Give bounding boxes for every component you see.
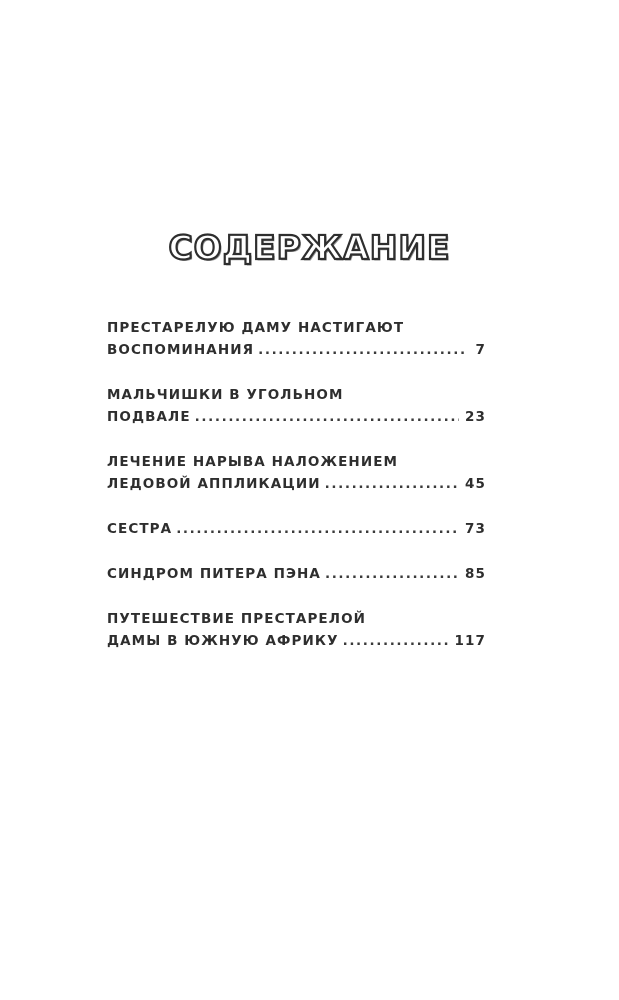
toc-entry-title: ЛЕДОВОЙ АППЛИКАЦИИ: [107, 476, 321, 492]
toc-entry-last-line: [107, 563, 486, 585]
toc-page-number: 7: [475, 342, 486, 358]
dot-leader: [343, 630, 449, 652]
dot-leader: [325, 563, 459, 585]
toc-entry-title-line: [107, 384, 486, 406]
toc-entry: [107, 608, 486, 652]
toc-entry-title-line: [107, 317, 486, 339]
toc-entry-title: МАЛЬЧИШКИ В УГОЛЬНОМ: [107, 387, 344, 403]
dot-leader: [176, 518, 459, 540]
toc-entry-title: СИНДРОМ ПИТЕРА ПЭНА: [107, 566, 321, 582]
toc-page-number: 117: [454, 633, 486, 649]
toc-entry-last-line: [107, 406, 486, 428]
dot-leader: [258, 339, 466, 361]
toc-page-number: 73: [465, 521, 486, 537]
toc-entry-title: ЛЕЧЕНИЕ НАРЫВА НАЛОЖЕНИЕМ: [107, 454, 399, 470]
toc-entry-title: СЕСТРА: [107, 521, 173, 537]
toc-entry-last-line: [107, 339, 486, 361]
dot-leader: [195, 406, 459, 428]
page-title: СОДЕРЖАНИЕ: [168, 228, 451, 267]
toc-entry-title-line: [107, 451, 486, 473]
toc-entry: [107, 384, 486, 428]
toc-entry: [107, 518, 486, 540]
toc-entry-title: ВОСПОМИНАНИЯ: [107, 342, 255, 358]
toc-entry: [107, 451, 486, 495]
table-of-contents: [107, 317, 486, 675]
toc-entry-title: ПРЕСТАРЕЛУЮ ДАМУ НАСТИГАЮТ: [107, 320, 405, 336]
toc-entry-last-line: [107, 630, 486, 652]
toc-page-number: 85: [465, 566, 486, 582]
toc-page-number: 23: [465, 409, 486, 425]
toc-entry-title: ПУТЕШЕСТВИЕ ПРЕСТАРЕЛОЙ: [107, 611, 367, 627]
toc-entry-last-line: [107, 473, 486, 495]
toc-entry: [107, 317, 486, 361]
toc-entry-title: ДАМЫ В ЮЖНУЮ АФРИКУ: [107, 633, 339, 649]
toc-entry-title: ПОДВАЛЕ: [107, 409, 191, 425]
toc-entry-title-line: [107, 608, 486, 630]
toc-page-number: 45: [465, 476, 486, 492]
toc-entry-last-line: [107, 518, 486, 540]
dot-leader: [325, 473, 459, 495]
toc-entry: [107, 563, 486, 585]
